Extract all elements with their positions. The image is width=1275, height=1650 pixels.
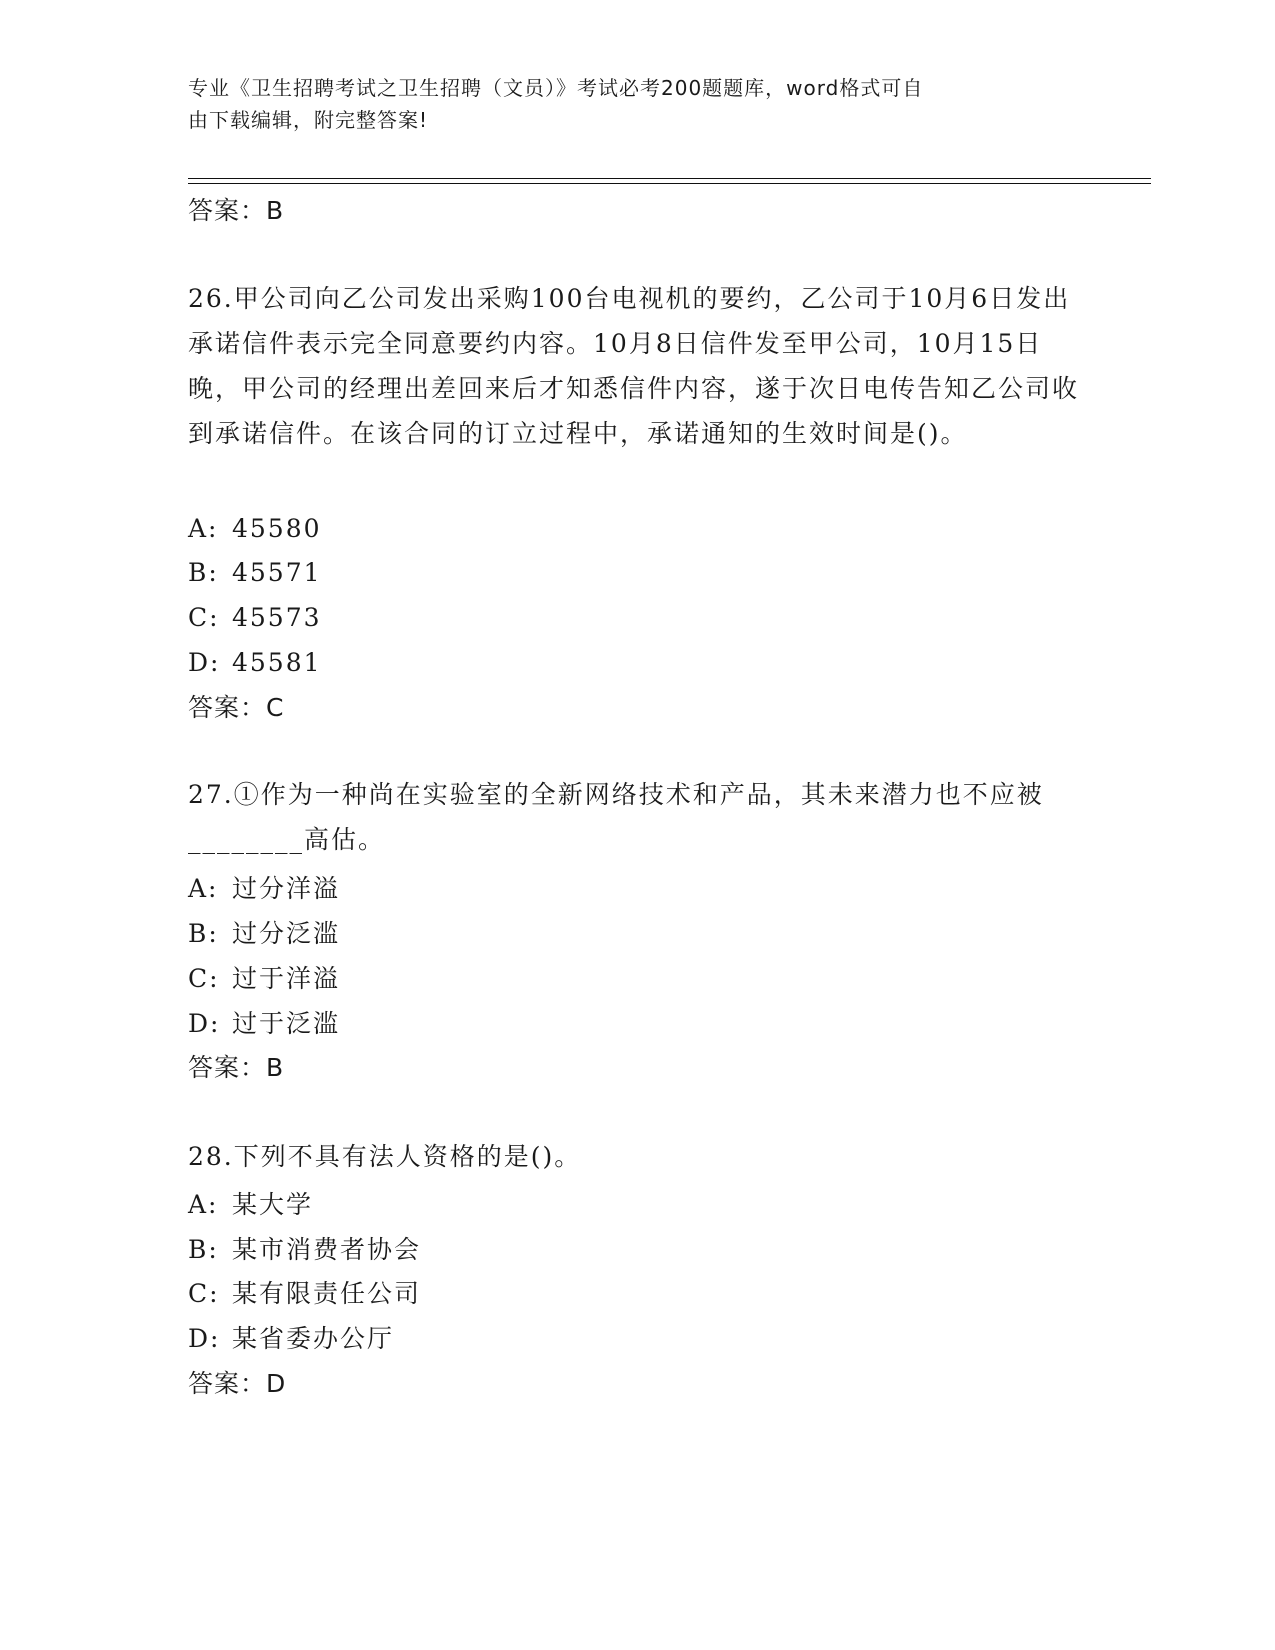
question-text: 26.甲公司向乙公司发出采购100台电视机的要约，乙公司于10月6日发出承诺信件表示完全同意要约内容。10月8日信件发至甲公司，10月15日晚，甲公司的经理出差回来后才知悉信件内容，遂于次日电传告知乙公司收到承诺信件。在该合同的订立过程中，承诺通知的生效时间是()。 xyxy=(188,284,1080,448)
answer: 答案：C xyxy=(188,693,285,722)
option-value: 过于泛滥 xyxy=(232,1009,341,1038)
option-value: 过于洋溢 xyxy=(232,964,341,993)
option-value: 某大学 xyxy=(232,1190,314,1219)
header-divider-bottom xyxy=(188,183,1151,184)
option-letter: D: xyxy=(188,648,221,677)
previous-answer: 答案：B xyxy=(188,196,285,225)
option-letter: B: xyxy=(188,919,219,948)
option-value: 45573 xyxy=(232,603,322,632)
page-header xyxy=(188,72,1088,136)
option-letter: D: xyxy=(188,1009,221,1038)
option-value: 过分泛滥 xyxy=(232,919,341,948)
option-letter: C: xyxy=(188,603,220,632)
header-line-1: 专业《卫生招聘考试之卫生招聘（文员）》考试必考200题题库，word格式可自 xyxy=(188,76,924,100)
answer: 答案：D xyxy=(188,1369,287,1398)
option-letter: B: xyxy=(188,558,219,587)
option-value: 过分洋溢 xyxy=(232,874,341,903)
option-letter: C: xyxy=(188,964,220,993)
option-c xyxy=(188,1279,421,1309)
option-a xyxy=(188,514,322,544)
option-letter: D: xyxy=(188,1324,221,1353)
option-letter: C: xyxy=(188,1279,220,1308)
option-letter: A: xyxy=(188,514,219,543)
header-divider-top xyxy=(188,178,1151,179)
option-c xyxy=(188,964,340,994)
option-value: 45581 xyxy=(232,648,322,677)
option-b xyxy=(188,1235,421,1265)
option-a xyxy=(188,1190,313,1220)
option-b xyxy=(188,919,340,949)
option-d xyxy=(188,648,322,678)
option-a xyxy=(188,874,340,904)
option-value: 45571 xyxy=(232,558,322,587)
header-line-2: 由下载编辑，附完整答案! xyxy=(188,108,429,132)
option-d xyxy=(188,1324,394,1354)
option-value: 某省委办公厅 xyxy=(232,1324,395,1353)
option-value: 某市消费者协会 xyxy=(232,1235,422,1264)
option-letter: A: xyxy=(188,1190,219,1219)
option-d xyxy=(188,1009,340,1039)
option-letter: A: xyxy=(188,874,219,903)
option-c xyxy=(188,603,322,633)
option-value: 某有限责任公司 xyxy=(232,1279,422,1308)
option-letter: B: xyxy=(188,1235,219,1264)
question-text: 28.下列不具有法人资格的是()。 xyxy=(188,1142,582,1171)
answer: 答案：B xyxy=(188,1053,285,1082)
option-value: 45580 xyxy=(232,514,322,543)
option-b xyxy=(188,558,322,588)
question-text: 27.①作为一种尚在实验室的全新网络技术和产品，其未来潜力也不应被________高估。 xyxy=(188,780,1044,854)
